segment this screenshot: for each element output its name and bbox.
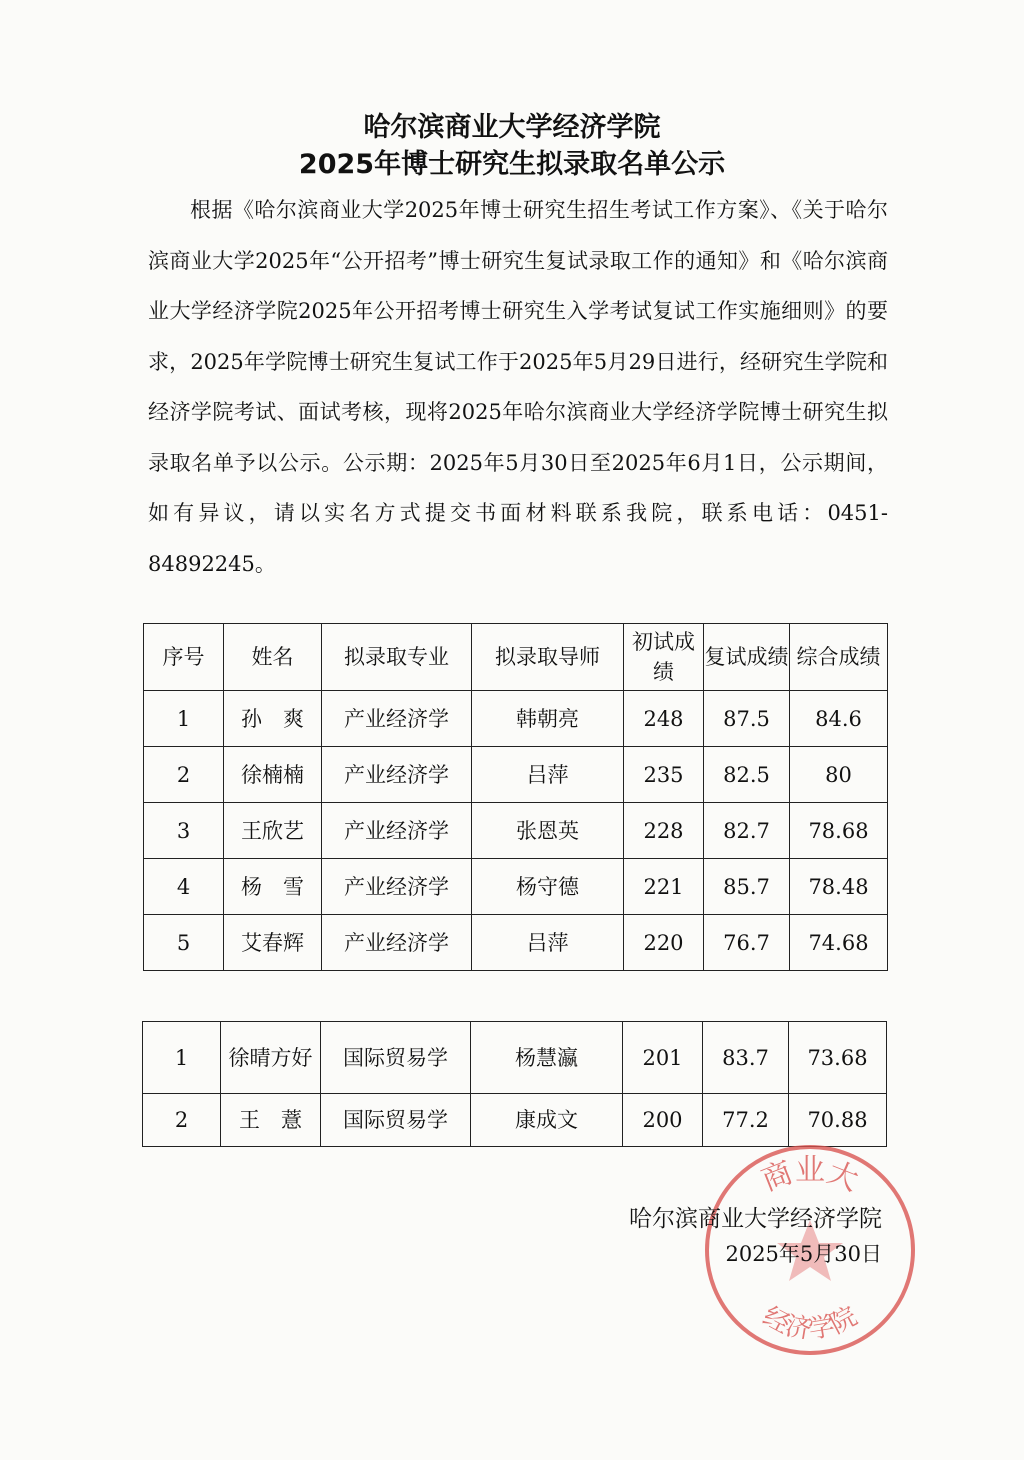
table-cell: 84.6 [790, 691, 888, 747]
table-cell: 200 [623, 1094, 703, 1147]
table-cell: 2 [144, 747, 224, 803]
table-cell: 73.68 [789, 1022, 887, 1094]
table-cell: 5 [144, 915, 224, 971]
table-cell: 74.68 [790, 915, 888, 971]
seal-text-bottom: 经济学院 [757, 1301, 863, 1346]
table-cell: 杨守德 [472, 859, 624, 915]
document-title: 哈尔滨商业大学经济学院 [363, 112, 661, 143]
table-cell: 4 [144, 859, 224, 915]
seal-text-top: 商业大 [756, 1153, 864, 1199]
table-row [144, 691, 888, 747]
table-cell: 78.68 [790, 803, 888, 859]
table-cell: 艾春辉 [224, 915, 322, 971]
table-cell: 国际贸易学 [321, 1094, 471, 1147]
table-cell: 张恩英 [472, 803, 624, 859]
table-cell: 徐楠楠 [224, 747, 322, 803]
table-cell: 77.2 [703, 1094, 789, 1147]
table-cell: 产业经济学 [322, 691, 472, 747]
table-cell: 孙 爽 [224, 691, 322, 747]
table-cell: 产业经济学 [322, 915, 472, 971]
table-cell: 76.7 [704, 915, 790, 971]
table-cell: 220 [624, 915, 704, 971]
table-row [144, 915, 888, 971]
document-subtitle: 2025年博士研究生拟录取名单公示 [298, 149, 726, 180]
header-cell: 复试成绩 [704, 624, 790, 691]
table-cell: 82.5 [704, 747, 790, 803]
table-cell: 韩朝亮 [472, 691, 624, 747]
table-cell: 2 [143, 1094, 221, 1147]
table-cell: 3 [144, 803, 224, 859]
table-cell: 产业经济学 [322, 859, 472, 915]
table-cell: 徐晴方好 [221, 1022, 321, 1094]
table-cell: 产业经济学 [322, 747, 472, 803]
signature-date: 2025年5月30日 [725, 1242, 882, 1266]
table-cell: 国际贸易学 [321, 1022, 471, 1094]
table-cell: 吕萍 [472, 915, 624, 971]
header-cell: 初试成绩 [624, 624, 704, 691]
table-cell: 王 薏 [221, 1094, 321, 1147]
table-cell: 83.7 [703, 1022, 789, 1094]
table-cell: 杨 雪 [224, 859, 322, 915]
table-cell: 杨慧瀛 [471, 1022, 623, 1094]
header-cell: 拟录取导师 [472, 624, 624, 691]
table-cell: 248 [624, 691, 704, 747]
table-cell: 王欣艺 [224, 803, 322, 859]
table-row [144, 803, 888, 859]
table-row [143, 1022, 887, 1094]
table-cell: 78.48 [790, 859, 888, 915]
table-cell: 82.7 [704, 803, 790, 859]
header-cell: 综合成绩 [790, 624, 888, 691]
table-cell: 87.5 [704, 691, 790, 747]
table-cell: 221 [624, 859, 704, 915]
table-cell: 85.7 [704, 859, 790, 915]
svg-text:经济学院 [758, 1301, 863, 1345]
table-cell: 70.88 [789, 1094, 887, 1147]
table-row [144, 747, 888, 803]
table-cell: 康成文 [471, 1094, 623, 1147]
header-cell: 序号 [144, 624, 224, 691]
table-cell: 1 [143, 1022, 221, 1094]
announcement-body [148, 185, 888, 589]
table-cell: 201 [623, 1022, 703, 1094]
header-cell: 姓名 [224, 624, 322, 691]
table-cell: 228 [624, 803, 704, 859]
signature-organization: 哈尔滨商业大学经济学院 [629, 1206, 882, 1232]
admission-table-international-trade [142, 1021, 887, 1147]
admission-table-industrial-economics [143, 623, 888, 971]
table-row [144, 859, 888, 915]
table-cell: 产业经济学 [322, 803, 472, 859]
table-cell: 吕萍 [472, 747, 624, 803]
table-cell: 80 [790, 747, 888, 803]
announcement-paragraph: 根据《哈尔滨商业大学2025年博士研究生招生考试工作方案》、《关于哈尔滨商业大学2025年“公开招考”博士研究生复试录取工作的通知》和《哈尔滨商业大学经济学院2025年公开招考博士研究生入学考试复试工作实施细则》的要求，2025年学院博士研究生复试工作于2025年5月29日进行，经研究生学院和经济学院考试、面试考核，现将2025年哈尔滨商业大学经济学院博士研究生拟录取名单予以公示。公示期：2025年5月30日至2025年6月1日，公示期间，如有异议，请以实名方式提交书面材料联系我院，联系电话：0451-84892245。 [148, 198, 888, 576]
table-header-row [144, 624, 888, 691]
table-cell: 1 [144, 691, 224, 747]
table-cell: 235 [624, 747, 704, 803]
svg-text:商业大 [757, 1153, 863, 1199]
header-cell: 拟录取专业 [322, 624, 472, 691]
